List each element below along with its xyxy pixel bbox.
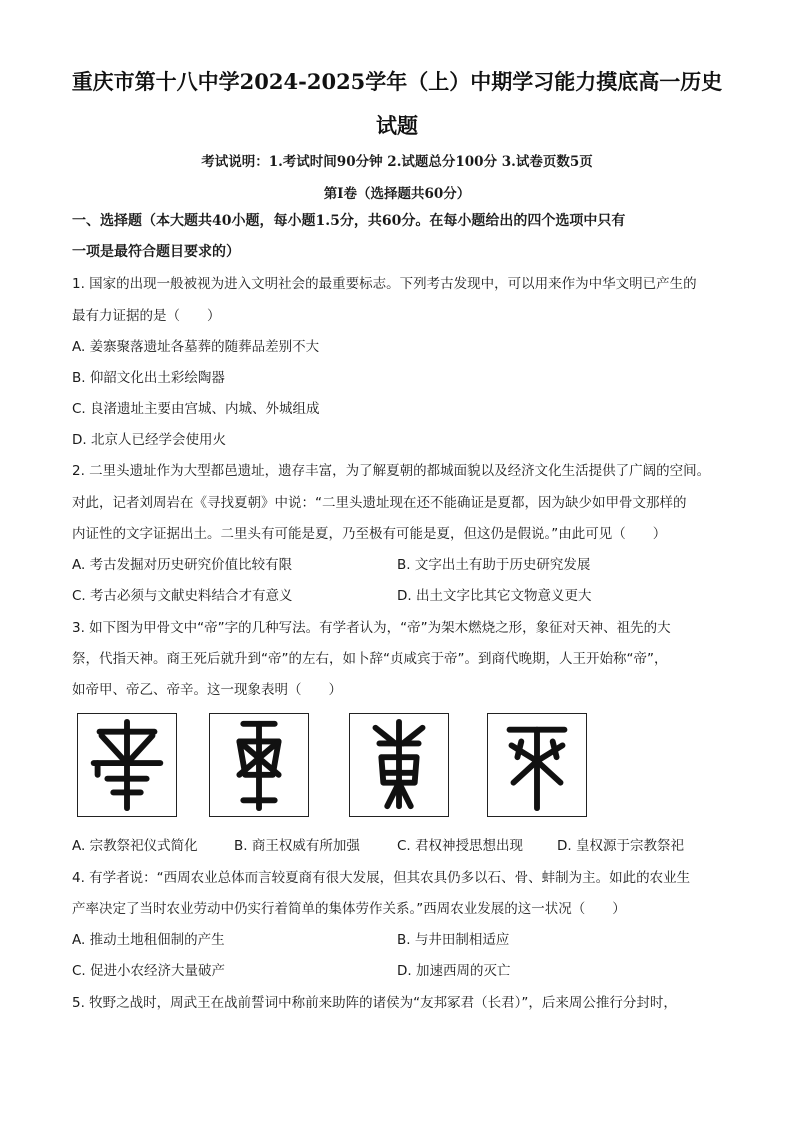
q1-option-c: C. 良渚遗址主要由宫城、内城、外城组成 — [72, 401, 320, 417]
q2-option-d: D. 出土文字比其它文物意义更大 — [397, 588, 592, 604]
q2-option-b: B. 文字出土有助于历史研究发展 — [397, 557, 591, 573]
q4-stem-line1: 4. 有学者说：“西周农业总体而言较夏商有很大发展，但其农具仍多以石、骨、蚌制为主。如此的农业生 — [72, 870, 691, 886]
q5-stem-line1: 5. 牧野之战时，周武王在战前誓词中称前来助阵的诸侯为“友邦冢君（长君）”，后来周公推行分封时， — [72, 995, 677, 1011]
q4-option-c: C. 促进小农经济大量破产 — [72, 963, 226, 979]
q2-stem-line2: 对此，记者刘周岩在《寻找夏朝》中说：“二里头遗址现在还不能确证是夏都，因为缺少如甲骨文那样的 — [72, 495, 687, 511]
oracle-glyph-figure-1 — [77, 713, 177, 817]
q3-option-d: D. 皇权源于宗教祭祀 — [557, 838, 684, 854]
q2-option-c: C. 考古必须与文献史料结合才有意义 — [72, 588, 293, 604]
q4-option-b: B. 与井田制相适应 — [397, 932, 510, 948]
q4-stem-line2: 产率决定了当时农业劳动中仍实行着简单的集体劳作关系。”西周农业发展的这一状况（ ） — [72, 901, 626, 917]
exam-title-line1: 重庆市第十八中学2024-2025学年（上）中期学习能力摸底高一历史 — [71, 69, 723, 94]
oracle-glyph-figure-3 — [349, 713, 449, 817]
q3-stem-line3: 如帝甲、帝乙、帝辛。这一现象表明（ ） — [72, 682, 342, 698]
exam-notes: 考试说明：1.考试时间90分钟 2.试题总分100分 3.试卷页数5页 — [201, 154, 593, 170]
q2-option-a: A. 考古发掘对历史研究价值比较有限 — [72, 557, 293, 573]
volume-title: 第Ⅰ卷（选择题共60分） — [323, 186, 471, 202]
exam-title-line2: 试题 — [376, 113, 418, 138]
q2-stem-line3: 内证性的文字证据出土。二里头有可能是夏，乃至极有可能是夏，但这仍是假说。”由此可见（ ） — [72, 526, 667, 542]
q3-option-c: C. 君权神授思想出现 — [397, 838, 524, 854]
oracle-glyph-figure-2 — [209, 713, 309, 817]
q1-option-a: A. 姜寨聚落遗址各墓葬的随葬品差别不大 — [72, 339, 320, 355]
section-instruction-line1: 一、选择题（本大题共40小题，每小题1.5分，共60分。在每小题给出的四个选项中只有 — [72, 213, 626, 229]
section-instruction-line2: 一项是最符合题目要求的） — [72, 244, 240, 260]
q1-stem-line1: 1. 国家的出现一般被视为进入文明社会的最重要标志。下列考古发现中，可以用来作为中华文明已产生的 — [72, 276, 697, 292]
q3-option-a: A. 宗教祭祀仪式简化 — [72, 838, 198, 854]
q3-option-b: B. 商王权威有所加强 — [234, 838, 360, 854]
q2-stem-line1: 2. 二里头遗址作为大型都邑遗址，遗存丰富，为了解夏朝的都城面貌以及经济文化生活提供了广阔的空间。 — [72, 463, 711, 479]
q1-stem-line2: 最有力证据的是（ ） — [72, 308, 221, 324]
oracle-glyph-figure-4 — [487, 713, 587, 817]
q3-stem-line1: 3. 如下图为甲骨文中“帝”字的几种写法。有学者认为，“帝”为架木燃烧之形，象征对天神、祖先的大 — [72, 620, 671, 636]
q4-option-a: A. 推动土地租佃制的产生 — [72, 932, 225, 948]
q1-option-b: B. 仰韶文化出土彩绘陶器 — [72, 370, 225, 386]
q1-option-d: D. 北京人已经学会使用火 — [72, 432, 226, 448]
q3-stem-line2: 祭，代指天神。商王死后就升到“帝”的左右，如卜辞“贞咸宾于帝”。到商代晚期，人王开始称“帝”， — [72, 651, 668, 667]
q4-option-d: D. 加速西周的灭亡 — [397, 963, 511, 979]
